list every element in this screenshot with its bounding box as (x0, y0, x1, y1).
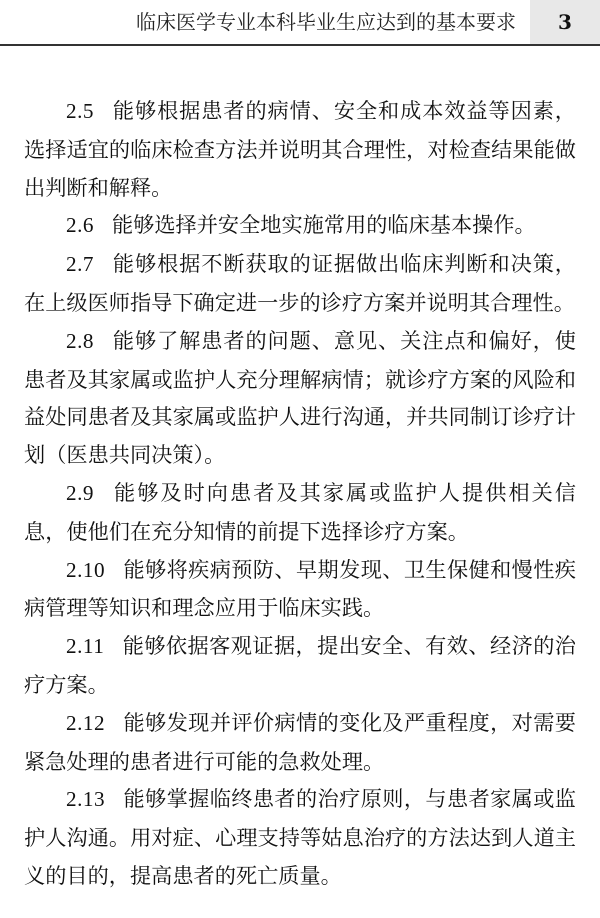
item-number: 2.9 (66, 480, 94, 505)
item-number: 2.10 (66, 557, 106, 582)
requirement-item (24, 206, 576, 245)
item-number: 2.13 (66, 787, 106, 812)
item-number: 2.6 (66, 213, 94, 238)
item-text: 能够掌握临终患者的治疗原则，与患者家属或监护人沟通。用对症、心理支持等姑息治疗的方法达到人道主义的目的，提高患者的死亡质量。 (24, 786, 576, 888)
requirement-item (24, 322, 576, 474)
running-title: 临床医学专业本科毕业生应达到的基本要求 (136, 10, 516, 34)
page-number: 3 (558, 10, 572, 34)
item-text: 能够及时向患者及其家属或监护人提供相关信息，使他们在充分知情的前提下选择诊疗方案。 (24, 479, 576, 544)
item-text: 能够根据不断获取的证据做出临床判断和决策，在上级医师指导下确定进一步的诊疗方案并说明其合理性。 (24, 251, 576, 315)
body-text (24, 92, 576, 895)
header-rule (0, 44, 600, 46)
item-number: 2.5 (66, 99, 94, 123)
requirement-item (24, 245, 576, 322)
requirement-item (24, 780, 576, 894)
item-number: 2.11 (66, 634, 105, 659)
item-text: 能够依据客观证据，提出安全、有效、经济的治疗方案。 (24, 633, 576, 697)
requirement-item (24, 551, 576, 628)
item-number: 2.12 (66, 710, 106, 735)
item-text: 能够了解患者的问题、意见、关注点和偏好，使患者及其家属或监护人充分理解病情；就诊疗方案的风险和益处同患者及其家属或监护人进行沟通，并共同制订诊疗计划（医患共同决策）。 (24, 327, 576, 468)
item-text: 能够将疾病预防、早期发现、卫生保健和慢性疾病管理等知识和理念应用于临床实践。 (24, 556, 576, 621)
item-number: 2.7 (66, 252, 94, 277)
page-number-box (530, 0, 600, 44)
requirement-item (24, 627, 576, 704)
requirement-item (24, 704, 576, 781)
running-title-area (0, 0, 530, 44)
requirement-item (24, 92, 576, 206)
page-header (0, 0, 600, 44)
item-text: 能够根据患者的病情、安全和成本效益等因素，选择适宜的临床检查方法并说明其合理性，对检查结果能做出判断和解释。 (24, 98, 576, 200)
item-number: 2.8 (66, 328, 94, 353)
item-text: 能够发现并评价病情的变化及严重程度，对需要紧急处理的患者进行可能的急救处理。 (24, 709, 576, 774)
item-text: 能够选择并安全地实施常用的临床基本操作。 (111, 212, 536, 238)
requirement-item (24, 474, 576, 551)
